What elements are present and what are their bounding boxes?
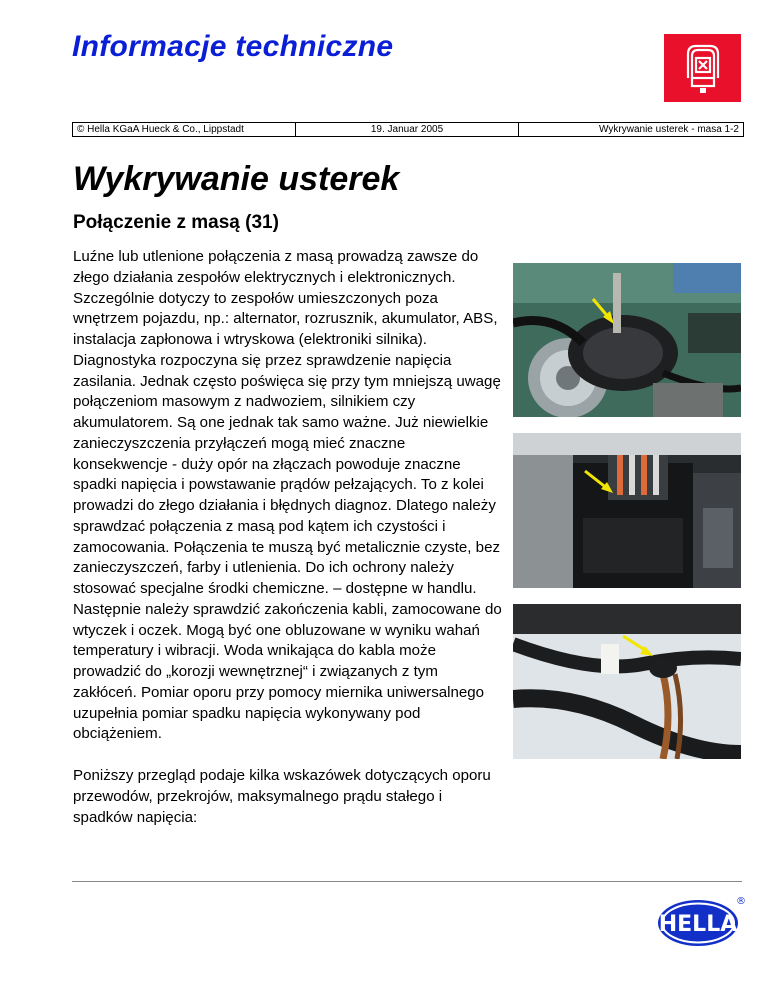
- ground-cable-photo: [513, 604, 741, 759]
- paragraph-1: Luźne lub utlenione połączenia z masą prowadzą zawsze do złego działania zespołów elektrycznych i elektronicznych. Szczególnie dotyczy to zespołów umieszczonych poza wnętrzem pojazdu, np.: alternator, rozrusznik, akumulator, ABS, instalacja zapłonowa i wtryskowa (elektroniki silnika). Diagnostyka rozpoczyna się przez sprawdzenie napięcia zasilania. Jednak często poświęca się przy tym mniejszą uwagę połączeniom masowym z nadwoziem, silnikiem czy akumulatorem. Są one jednak tak samo ważne. Już niewielkie zanieczyszczenia przyłączeń mogą mieć znaczne konsekwencje - duży opór na złączach powoduje znaczne spadki napięcia i powstawanie prądów pełzających. To z kolei prowadzi do złego działania i błędnych diagnoz. Dlatego należy sprawdzać połączenia z masą pod kątem ich czystości i zamocowania. Połączenia te muszą być metalicznie czyste, bez zanieczyszczeń, farby i utlenienia. Do ich ochrony należy stosować specjalne środki chemiczne. – dostępne w handlu. Następnie należy sprawdzić zakończenia kabli, zamocowane do wtyczek i oczek. Mogą być one obluzowane w wyniku wahań temperatury i wibracji. Woda wnikająca do kabla może prowadzić do „korozji wewnętrznej“ i związanych z tym zakłóceń. Pomiar oporu przy pomocy miernika uniwersalnego uzupełnia pomiar spadku napięcia wykonywany pod obciążeniem.: [73, 248, 502, 743]
- battery-terminal-photo: [513, 433, 741, 588]
- alternator-photo: [513, 263, 741, 417]
- copyright-notice: © Hella KGaA Hueck & Co., Lippstadt: [73, 123, 296, 136]
- document-info-row: [72, 122, 744, 137]
- document-reference: Wykrywanie usterek - masa 1-2: [599, 124, 739, 135]
- svg-text:HELLA: HELLA: [658, 912, 738, 937]
- paragraph-2: Poniższy przegląd podaje kilka wskazówek dotyczących oporu przewodów, przekrojów, maksymalnego prądu stałego i spadków napięcia:: [73, 767, 491, 826]
- body-text: [73, 247, 503, 828]
- document-title: Wykrywanie usterek: [73, 160, 400, 198]
- technical-info-icon: [664, 34, 741, 102]
- section-title: Połączenie z masą (31): [73, 212, 279, 233]
- header-title: Informacje techniczne: [72, 30, 394, 63]
- hella-logo: [656, 892, 746, 948]
- footer-divider: [72, 881, 742, 882]
- svg-text:®: ®: [736, 896, 746, 907]
- document-date: 19. Januar 2005: [296, 123, 519, 136]
